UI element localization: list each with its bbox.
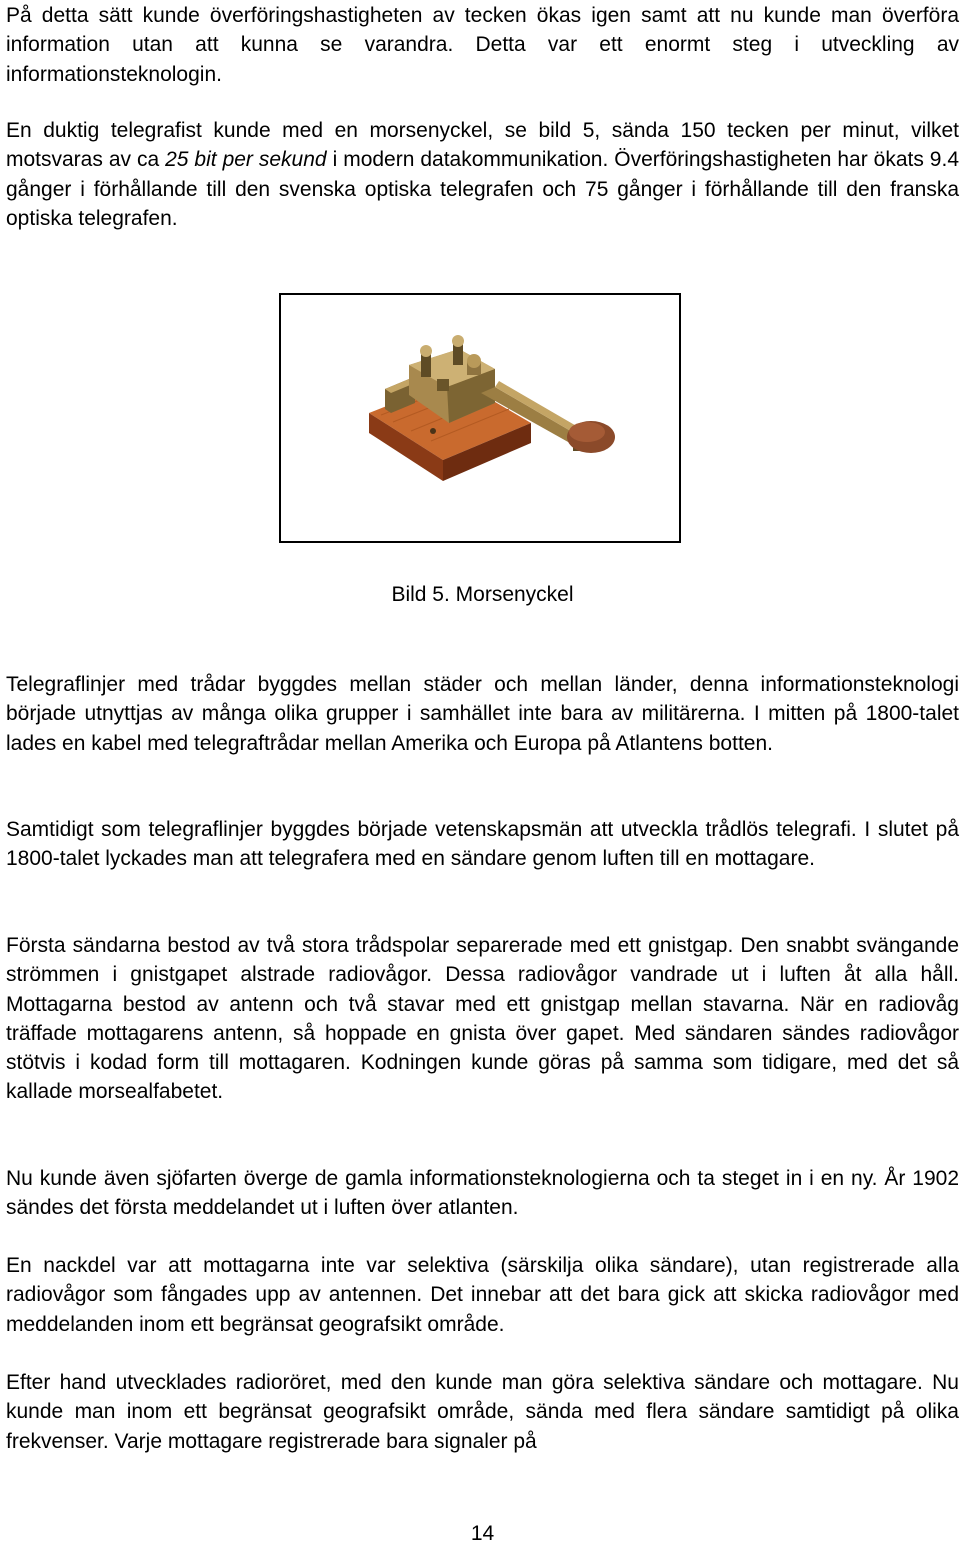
paragraph-telegraph-lines: Telegraflinjer med trådar byggdes mellan städer och mellan länder, denna informationsteknologi började utnyttjas av många olika grupper i samhället inte bara av militärerna. I mitten på 1800-talet lades en kabel med telegraftrådar mellan Amerika och Europa på Atlantens botten. [6,673,959,755]
morse-key-figure [279,293,681,543]
paragraph-selectivity-drawback: En nackdel var att mottagarna inte var selektiva (särskilja olika sändare), utan registrerade alla radiovågor som fångades upp av antennen. Det innebar att det bara gick att skicka radiovågor med meddelanden inom ett begränsat geografsikt område. [6,1254,959,1336]
figure-caption: Bild 5. Morsenyckel [391,583,574,606]
paragraph-telegrafist [6,116,959,233]
page-number: 14 [470,1522,495,1545]
paragraph-telegrafist-text-start: En duktig telegrafist kunde med en morsenyckel, se bild 5, sända 150 tecken per minut, vilket motsvaras av ca [6,119,959,172]
paragraph-radio-tube: Efter hand utvecklades radioröret, med den kunde man göra selektiva sändare och mottagare. Nu kunde man inom ett begränsat geografsikt område, sända med flera sändare samtidigt på olika frekvenser. Varje mottagare registrerade bara signaler på [6,1371,959,1453]
paragraph-first-transmitters: Första sändarna bestod av två stora trådspolar separerade med ett gnistgap. Den snabbt svängande strömmen i gnistgapet alstrade radiovågor. Dessa radiovågor vandrade ut i luften åt alla håll. Mottagarna bestod av antenn och två stavar med ett gnistgap mellan stavarna. När en radiovåg träffade mottagarens antenn, så hoppade en gnista över gapet. Med sändaren sändes radiovågor stötvis i kodad form till mottagaren. Kodningen kunde göras på samma som tidigare, med det så kallade morsealfabetet. [6,934,959,1104]
paragraph-wireless-telegraphy: Samtidigt som telegraflinjer byggdes började vetenskapsmän att utveckla trådlös telegrafi. I slutet på 1800-talet lyckades man att telegrafera med en sändare genom luften till en mottagare. [6,818,959,871]
morse-key-illustration-icon [281,295,679,541]
paragraph-telegrafist-text-end: i modern datakommunikation. Överföringshastigheten har ökats 9.4 gånger i förhållande till den svenska optiska telegrafen och 75 gånger i förhållande till den franska optiska telegrafen. [6,148,960,230]
paragraph-shipping: Nu kunde även sjöfarten överge de gamla informationsteknologierna och ta steget in i en ny. År 1902 sändes det första meddelandet ut i luften över atlanten. [6,1167,959,1220]
bit-rate-emphasis: 25 bit per sekund [165,148,327,172]
paragraph-transmission-speed: På detta sätt kunde överföringshastigheten av tecken ökas igen samt att nu kunde man överföra information utan att kunna se varandra. Detta var ett enormt steg i utveckling av informationsteknologin. [6,4,959,86]
